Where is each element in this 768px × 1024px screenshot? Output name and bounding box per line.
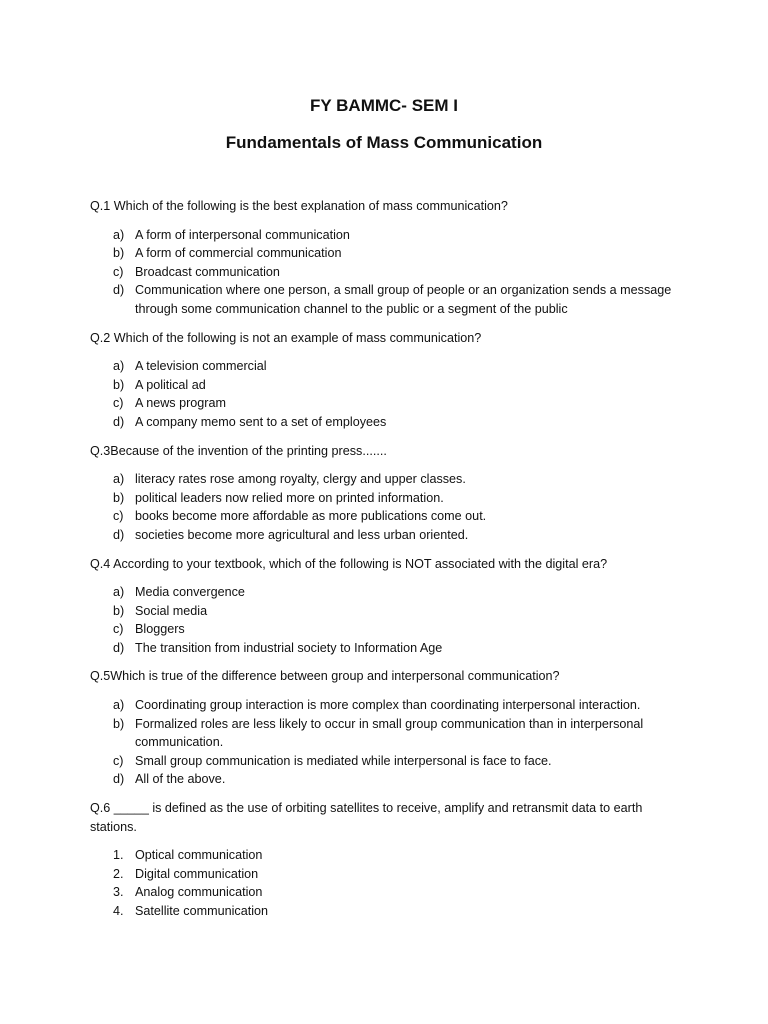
option-text: political leaders now relied more on printed information. bbox=[135, 490, 444, 505]
document-title: FY BAMMC- SEM I bbox=[310, 96, 458, 115]
option-text: Coordinating group interaction is more complex than coordinating interpersonal interaction. bbox=[135, 698, 641, 713]
option-text: A form of commercial communication bbox=[135, 246, 342, 261]
option-text: books become more affordable as more publications come out. bbox=[135, 509, 487, 524]
question-block-1 bbox=[90, 197, 690, 319]
option-text: A television commercial bbox=[135, 359, 267, 374]
option-marker: c) bbox=[113, 753, 124, 768]
option-item bbox=[90, 394, 690, 413]
question-block-2 bbox=[90, 329, 690, 432]
option-marker: d) bbox=[113, 772, 125, 787]
option-marker: d) bbox=[113, 414, 125, 429]
option-item bbox=[90, 263, 690, 282]
option-marker: a) bbox=[113, 472, 125, 487]
option-item bbox=[90, 696, 690, 715]
option-text: literacy rates rose among royalty, clergy and upper classes. bbox=[135, 472, 466, 487]
option-text: Social media bbox=[135, 603, 208, 618]
option-list bbox=[90, 226, 690, 319]
option-item bbox=[90, 376, 690, 395]
question-block-3 bbox=[90, 442, 690, 545]
option-text: Small group communication is mediated while interpersonal is face to face. bbox=[135, 753, 552, 768]
option-item bbox=[90, 526, 690, 545]
question-text: Q.2 Which of the following is not an example of mass communication? bbox=[90, 330, 482, 345]
option-text: Communication where one person, a small group of people or an organization sends a message through some communication channel to the public or a segment of the public bbox=[135, 283, 672, 316]
option-text: Optical communication bbox=[135, 848, 263, 863]
question-text: Q.1 Which of the following is the best explanation of mass communication? bbox=[90, 199, 508, 213]
option-text: Broadcast communication bbox=[135, 264, 280, 279]
option-marker: a) bbox=[113, 698, 125, 713]
option-item bbox=[90, 357, 690, 376]
option-item bbox=[90, 639, 690, 658]
question-text: Q.4 According to your textbook, which of the following is NOT associated with the digital era? bbox=[90, 556, 608, 571]
document-subtitle: Fundamentals of Mass Communication bbox=[225, 133, 543, 152]
option-list bbox=[90, 470, 690, 544]
option-item bbox=[90, 602, 690, 621]
option-text: All of the above. bbox=[135, 772, 226, 787]
option-marker: d) bbox=[113, 283, 125, 298]
option-text: A political ad bbox=[135, 377, 206, 392]
option-item bbox=[90, 883, 690, 902]
option-marker: d) bbox=[113, 640, 125, 655]
option-text: A company memo sent to a set of employees bbox=[135, 414, 387, 429]
option-item bbox=[90, 902, 690, 921]
option-marker: 1. bbox=[113, 848, 124, 863]
option-marker: 2. bbox=[113, 866, 124, 881]
option-marker: 3. bbox=[113, 885, 124, 900]
option-marker: b) bbox=[113, 603, 125, 618]
option-item bbox=[90, 846, 690, 865]
option-marker: c) bbox=[113, 509, 124, 524]
option-item bbox=[90, 770, 690, 789]
option-item bbox=[90, 507, 690, 526]
option-marker: c) bbox=[113, 264, 124, 279]
option-list bbox=[90, 583, 690, 657]
option-item bbox=[90, 715, 690, 752]
option-item bbox=[90, 413, 690, 432]
option-text: A news program bbox=[135, 396, 226, 411]
option-item bbox=[90, 489, 690, 508]
question-block-5 bbox=[90, 667, 690, 789]
option-text: Media convergence bbox=[135, 585, 245, 600]
option-list bbox=[90, 357, 690, 431]
option-item bbox=[90, 281, 690, 318]
option-text: The transition from industrial society to Information Age bbox=[135, 640, 443, 655]
option-text: Analog communication bbox=[135, 885, 263, 900]
option-marker: d) bbox=[113, 527, 125, 542]
option-marker: a) bbox=[113, 227, 125, 242]
question-block-6 bbox=[90, 799, 690, 921]
option-item bbox=[90, 752, 690, 771]
option-list bbox=[90, 846, 690, 920]
question-text: Q.6 _____ is defined as the use of orbiting satellites to receive, amplify and retransmit data to earth stations. bbox=[90, 801, 643, 834]
option-text: societies become more agricultural and less urban oriented. bbox=[135, 527, 469, 542]
option-marker: b) bbox=[113, 490, 125, 505]
option-item bbox=[90, 226, 690, 245]
question-text: Q.5Which is true of the difference between group and interpersonal communication? bbox=[90, 669, 560, 684]
question-block-4 bbox=[90, 555, 690, 658]
option-text: Bloggers bbox=[135, 622, 185, 637]
option-item bbox=[90, 244, 690, 263]
option-marker: a) bbox=[113, 585, 125, 600]
option-item bbox=[90, 470, 690, 489]
question-list bbox=[90, 197, 690, 931]
option-marker: 4. bbox=[113, 904, 124, 918]
option-item bbox=[90, 620, 690, 639]
option-marker: c) bbox=[113, 396, 124, 411]
option-item bbox=[90, 865, 690, 884]
option-item bbox=[90, 583, 690, 602]
option-text: Formalized roles are less likely to occur in small group communication than in interpersonal communication. bbox=[135, 716, 644, 750]
question-text: Q.3Because of the invention of the printing press....... bbox=[90, 443, 387, 458]
option-text: Digital communication bbox=[135, 866, 259, 881]
option-marker: a) bbox=[113, 359, 125, 374]
option-text: A form of interpersonal communication bbox=[135, 227, 350, 242]
option-marker: b) bbox=[113, 716, 125, 731]
option-marker: b) bbox=[113, 377, 125, 392]
option-list bbox=[90, 696, 690, 789]
option-marker: c) bbox=[113, 622, 124, 637]
option-marker: b) bbox=[113, 246, 125, 261]
option-text: Satellite communication bbox=[135, 904, 268, 918]
